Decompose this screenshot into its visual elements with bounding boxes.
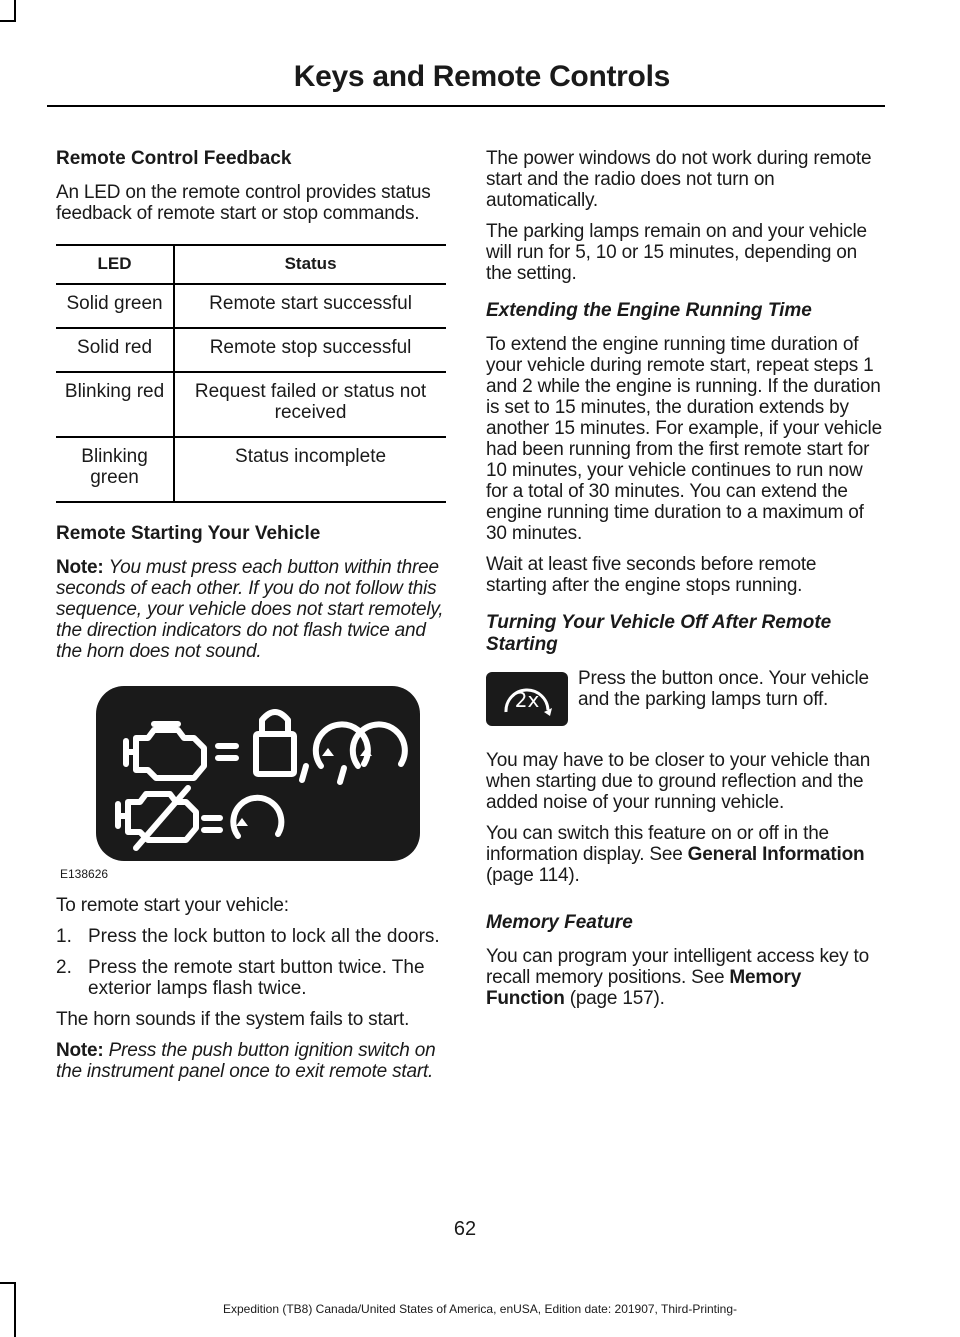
section-heading-memory: Memory Feature bbox=[486, 912, 633, 933]
crop-mark bbox=[14, 0, 16, 22]
figure-id: E138626 bbox=[60, 867, 109, 881]
memory-text: You can program your intelligent access key to recall memory positions. See bbox=[486, 946, 869, 988]
remote-start-icon bbox=[486, 672, 568, 726]
page-header-title: Keys and Remote Controls bbox=[293, 60, 670, 93]
horn-text: The horn sounds if the system fails to start. bbox=[56, 1009, 410, 1030]
note-label: Note: bbox=[56, 1040, 104, 1061]
engine-off-icon bbox=[118, 788, 196, 848]
remote-start-sequence-icon bbox=[96, 686, 420, 861]
section-heading-turning-off: Turning Your Vehicle Off After Remote Starting bbox=[486, 612, 832, 655]
table-cell-led: Solid green bbox=[56, 284, 174, 328]
note-text: Press the push button ignition switch on the instrument panel once to exit remote start. bbox=[56, 1040, 436, 1082]
table-row bbox=[56, 284, 446, 328]
note-exit-remote-start bbox=[56, 1040, 446, 1082]
page-number: 62 bbox=[453, 1218, 477, 1240]
press-twice-button-illustration bbox=[486, 672, 568, 726]
section-heading-remote-starting: Remote Starting Your Vehicle bbox=[56, 523, 321, 544]
general-information-link[interactable]: General Information bbox=[687, 844, 865, 865]
step-number: 1. bbox=[56, 926, 72, 947]
remote-start-icon bbox=[353, 724, 405, 766]
turn-off-text: Press the button once. Your vehicle and the parking lamps turn off. bbox=[578, 668, 869, 710]
list-item bbox=[56, 926, 446, 947]
step-text: Press the lock button to lock all the doors. bbox=[88, 926, 440, 947]
switch-feature-text bbox=[486, 823, 882, 886]
remote-start-icon bbox=[233, 798, 281, 836]
table-header-row bbox=[56, 245, 446, 284]
remote-start-illustration bbox=[96, 686, 420, 861]
table-row bbox=[56, 372, 446, 437]
memory-feature-text bbox=[486, 946, 882, 1009]
table-header-led: LED bbox=[56, 245, 174, 284]
table-header-status: Status bbox=[174, 245, 446, 284]
table-cell-led: Blinking red bbox=[56, 372, 174, 437]
extend-text: To extend the engine running time duration of your vehicle during remote start, repeat steps 1 and 2 while the engine is running. If the duration is set to 15 minutes, the duration extends by another 15 minutes. For example, if your vehicle had been running from the first remote start for 10 minutes, your vehicle continues to run now for a total of 30 minutes. You can extend the engine running time duration to a maximum of 30 minutes. bbox=[486, 334, 882, 544]
turn-off-block bbox=[486, 668, 882, 738]
steps-intro: To remote start your vehicle: bbox=[56, 895, 289, 916]
section-heading-extending: Extending the Engine Running Time bbox=[486, 300, 812, 321]
power-windows-text: The power windows do not work during remote start and the radio does not turn on automatically. bbox=[486, 148, 872, 211]
note-remote-start-sequence bbox=[56, 557, 446, 662]
parking-lamps-text: The parking lamps remain on and your vehicle will run for 5, 10 or 15 minutes, depending on the setting. bbox=[486, 221, 867, 284]
memory-function-link[interactable]: Memory Function bbox=[486, 967, 802, 1009]
table-row bbox=[56, 437, 446, 502]
table-cell-led: Solid red bbox=[56, 328, 174, 372]
step-number: 2. bbox=[56, 957, 72, 978]
footer-edition-info: Expedition (TB8) Canada/United States of America, enUSA, Edition date: 201907, Third-Printing- bbox=[222, 1302, 738, 1316]
engine-icon bbox=[126, 724, 204, 778]
section-heading-feedback: Remote Control Feedback bbox=[56, 148, 292, 169]
switch-page-ref: (page 114). bbox=[486, 865, 580, 886]
left-column bbox=[56, 148, 446, 1092]
table-cell-status: Remote stop successful bbox=[174, 328, 446, 372]
table-cell-status: Status incomplete bbox=[174, 437, 446, 502]
step-text: Press the remote start button twice. The exterior lamps flash twice. bbox=[88, 957, 425, 999]
switch-text: You can switch this feature on or off in the information display. See bbox=[486, 823, 829, 865]
wait-text: Wait at least five seconds before remote starting after the engine stops running. bbox=[486, 554, 817, 596]
closer-text: You may have to be closer to your vehicle than when starting due to ground reflection and the added noise of your running vehicle. bbox=[486, 750, 871, 813]
crop-mark bbox=[0, 1282, 16, 1284]
steps-list bbox=[56, 926, 446, 999]
note-text: You must press each button within three seconds of each other. If you do not follow this sequence, your vehicle does not start remotely, the direction indicators do not flash twice and the horn does not sound. bbox=[56, 557, 444, 662]
note-label: Note: bbox=[56, 557, 104, 578]
memory-page-ref: (page 157). bbox=[564, 988, 665, 1009]
table-cell-status: Remote start successful bbox=[174, 284, 446, 328]
led-status-table bbox=[56, 244, 446, 503]
list-item bbox=[56, 957, 446, 999]
header-rule bbox=[47, 105, 885, 107]
table-cell-led: Blinking green bbox=[56, 437, 174, 502]
feedback-text: An LED on the remote control provides status feedback of remote start or stop commands. bbox=[56, 182, 431, 224]
table-cell-status: Request failed or status not received bbox=[174, 372, 446, 437]
right-column bbox=[486, 148, 882, 1019]
crop-mark bbox=[0, 20, 16, 22]
table-row bbox=[56, 328, 446, 372]
press-count-label: 2x bbox=[514, 688, 540, 712]
lock-icon bbox=[256, 712, 294, 774]
